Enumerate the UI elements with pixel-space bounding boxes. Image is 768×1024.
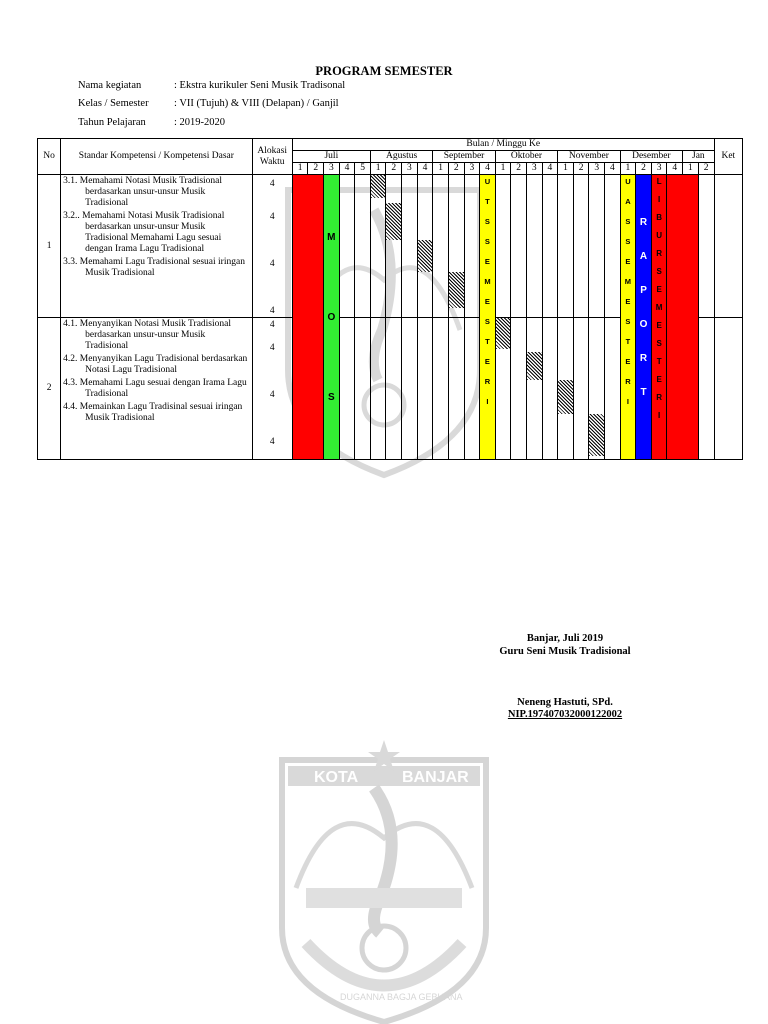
- activity-hatch: [449, 272, 464, 309]
- activity-hatch: [496, 318, 511, 349]
- header-bulan-minggu: Bulan / Minggu Ke: [292, 139, 714, 151]
- schedule-cell: [448, 318, 464, 460]
- schedule-cell: [698, 175, 714, 318]
- schedule-cell: [339, 175, 355, 318]
- activity-hatch: [527, 352, 542, 380]
- program-semester-table: [37, 138, 743, 460]
- alokasi-cell: [252, 318, 292, 460]
- info-value: : 2019-2020: [174, 117, 226, 128]
- svg-text:KOTA: KOTA: [314, 769, 359, 786]
- month-header: Desember: [620, 151, 682, 163]
- raport-block: [636, 175, 652, 460]
- kompetensi-item: 3.3. Memahami Lagu Tradisional sesuai iringan Musik Tradisional: [63, 257, 245, 278]
- week-header: 2: [308, 163, 324, 175]
- info-value: : Ekstra kurikuler Seni Musik Tradisonal: [174, 80, 346, 91]
- week-header: 1: [433, 163, 449, 175]
- mos-letter: M: [327, 231, 336, 243]
- activity-hatch: [589, 414, 604, 456]
- info-value: : VII (Tujuh) & VIII (Delapan) / Ganjil: [174, 98, 339, 109]
- mos-block: [324, 175, 340, 460]
- signature-role: Guru Seni Musik Tradisional: [499, 646, 631, 657]
- activity-hatch: [558, 380, 573, 414]
- schedule-cell: [402, 175, 418, 318]
- alokasi-value: 4: [269, 320, 275, 330]
- uas-block: [620, 175, 636, 460]
- alokasi-value: 4: [269, 259, 275, 269]
- week-header: 3: [324, 163, 340, 175]
- table-row: [38, 175, 743, 318]
- schedule-cell: [558, 175, 574, 318]
- alokasi-value: 4: [269, 212, 275, 222]
- kompetensi-item: 4.2. Menyanyikan Lagu Tradisional berdasarkan Notasi Lagu Tradisional: [63, 354, 248, 375]
- week-header: 3: [402, 163, 418, 175]
- schedule-cell: [605, 318, 621, 460]
- info-label: Tahun Pelajaran: [78, 117, 146, 128]
- activity-hatch: [371, 175, 386, 198]
- svg-text:BANJAR: BANJAR: [402, 769, 469, 786]
- month-header: Jan: [683, 151, 715, 163]
- schedule-cell: [526, 175, 542, 318]
- schedule-cell: [417, 175, 433, 318]
- header-alokasi-waktu: Alokasi Waktu: [252, 139, 292, 175]
- schedule-cell: [542, 175, 558, 318]
- signature-place-date: Banjar, Juli 2019: [526, 633, 604, 644]
- info-tahun-pelajaran: [78, 117, 225, 128]
- signature-name: Neneng Hastuti, SPd.: [517, 697, 613, 708]
- month-header: September: [433, 151, 495, 163]
- signature-nip: NIP.197407032000122002: [507, 709, 623, 720]
- schedule-cell: [573, 175, 589, 318]
- info-label: Kelas / Semester: [78, 98, 149, 109]
- ket-cell: [714, 175, 742, 318]
- kompetensi-cell: [61, 175, 252, 318]
- kompetensi-item: 3.1. Memahami Notasi Musik Tradisional berdasarkan unsur-unsur Musik Tradisional: [63, 176, 223, 208]
- week-header: 4: [480, 163, 496, 175]
- kompetensi-item: 4.1. Menyanyikan Notasi Musik Tradisional berdasarkan unsur-unsur Musik Tradisional: [63, 319, 231, 351]
- schedule-cell: [698, 318, 714, 460]
- schedule-cell: [605, 175, 621, 318]
- week-header: 2: [386, 163, 402, 175]
- kota-banjar-emblem: [276, 738, 492, 1024]
- info-kelas-semester: [78, 98, 339, 109]
- week-header: 1: [292, 163, 308, 175]
- schedule-cell: [542, 318, 558, 460]
- header-ket: Ket: [714, 139, 742, 175]
- schedule-cell: [589, 175, 605, 318]
- week-header: 1: [495, 163, 511, 175]
- week-header: 1: [683, 163, 699, 175]
- schedule-cell: [386, 175, 402, 318]
- row-no: 2: [38, 318, 61, 460]
- info-nama-kegiatan: [78, 80, 345, 91]
- schedule-cell: [511, 175, 527, 318]
- week-header: 4: [605, 163, 621, 175]
- ket-cell: [714, 318, 742, 460]
- schedule-cell: [511, 318, 527, 460]
- week-header: 4: [339, 163, 355, 175]
- schedule-cell: [417, 318, 433, 460]
- week-header: 2: [573, 163, 589, 175]
- svg-text:DUGANNA BAGJA GEBUANA: DUGANNA BAGJA GEBUANA: [340, 992, 463, 1002]
- week-header: 2: [636, 163, 652, 175]
- schedule-cell: [526, 318, 542, 460]
- mos-letter: S: [328, 391, 335, 403]
- schedule-cell: [558, 318, 574, 460]
- week-header: 4: [667, 163, 683, 175]
- week-header: 2: [448, 163, 464, 175]
- week-header: 4: [417, 163, 433, 175]
- uts-vertical-label: U T S S E M E S T E R I: [482, 177, 492, 407]
- schedule-cell: [355, 175, 371, 318]
- page-title: PROGRAM SEMESTER: [315, 64, 453, 78]
- schedule-cell: [402, 318, 418, 460]
- alokasi-cell: [252, 175, 292, 318]
- alokasi-value: 4: [269, 343, 275, 353]
- activity-hatch: [418, 240, 433, 271]
- holiday-block: [292, 175, 323, 460]
- header-standar-kompetensi: Standar Kompetensi / Kompetensi Dasar: [61, 139, 252, 175]
- kompetensi-cell: [61, 318, 252, 460]
- week-header: 2: [698, 163, 714, 175]
- schedule-cell: [433, 175, 449, 318]
- schedule-cell: [355, 318, 371, 460]
- month-header: November: [558, 151, 620, 163]
- schedule-cell: [370, 318, 386, 460]
- week-header: 1: [620, 163, 636, 175]
- uas-vertical-label: U A S S E M E S T E R I: [623, 177, 633, 407]
- week-header: 3: [589, 163, 605, 175]
- week-header: 1: [558, 163, 574, 175]
- libur-vertical-label: L I B U R S E M E S T E R I: [654, 177, 664, 420]
- schedule-cell: [339, 318, 355, 460]
- schedule-cell: [464, 175, 480, 318]
- week-header: 2: [511, 163, 527, 175]
- week-header: 3: [651, 163, 667, 175]
- uts-block: [480, 175, 496, 460]
- alokasi-value: 4: [269, 306, 275, 316]
- schedule-cell: [589, 318, 605, 460]
- month-header: Juli: [292, 151, 370, 163]
- alokasi-value: 4: [269, 437, 275, 447]
- schedule-cell: [433, 318, 449, 460]
- week-header: 3: [464, 163, 480, 175]
- schedule-cell: [386, 318, 402, 460]
- row-no: 1: [38, 175, 61, 318]
- libur-block: [651, 175, 667, 460]
- month-header: Agustus: [370, 151, 432, 163]
- kompetensi-item: 4.4. Memainkan Lagu Tradisinal sesuai iringan Musik Tradisional: [63, 402, 243, 423]
- week-header: 4: [542, 163, 558, 175]
- week-header: 3: [526, 163, 542, 175]
- alokasi-value: 4: [269, 390, 275, 400]
- schedule-cell: [370, 175, 386, 318]
- kompetensi-item: 4.3. Memahami Lagu sesuai dengan Irama Lagu Tradisional: [63, 378, 247, 399]
- week-header: 1: [370, 163, 386, 175]
- schedule-cell: [464, 318, 480, 460]
- schedule-cell: [573, 318, 589, 460]
- schedule-cell: [448, 175, 464, 318]
- info-label: Nama kegiatan: [78, 80, 142, 91]
- month-header: Oktober: [495, 151, 557, 163]
- week-header: 5: [355, 163, 371, 175]
- schedule-cell: [495, 175, 511, 318]
- header-row-1: [38, 139, 743, 151]
- alokasi-value: 4: [269, 179, 275, 189]
- raport-vertical-label: R A P O R T: [638, 217, 650, 404]
- activity-hatch: [386, 203, 401, 240]
- mos-letter: O: [327, 311, 336, 323]
- kompetensi-item: 3.2.. Memahami Notasi Musik Tradisional berdasarkan unsur-unsur Musik Tradisional Memahami Lagu sesuai dengan Irama Lagu Tradisional: [63, 211, 225, 254]
- header-no: No: [38, 139, 61, 175]
- holiday-block: [667, 175, 698, 460]
- schedule-cell: [495, 318, 511, 460]
